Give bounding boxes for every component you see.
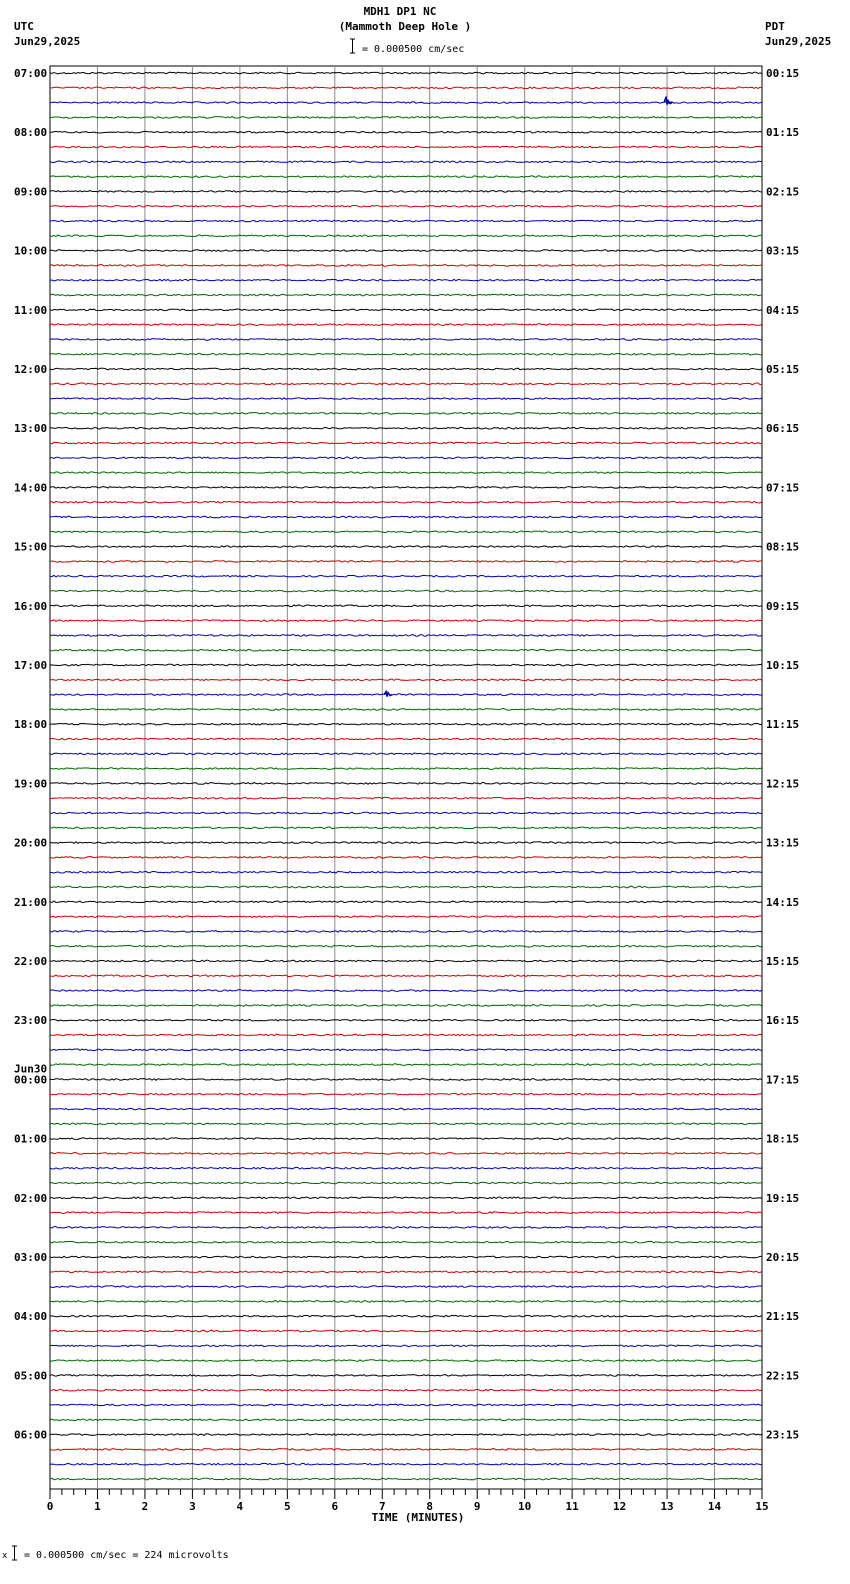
- trace-line: [50, 383, 762, 385]
- footer-mark: x: [2, 1551, 8, 1561]
- footer-calibration: = 0.000500 cm/sec = 224 microvolts: [24, 1550, 229, 1561]
- utc-hour-label: 15:00: [14, 540, 48, 554]
- trace-line: [50, 1315, 762, 1317]
- trace-line: [50, 117, 762, 119]
- trace-line: [50, 279, 762, 281]
- trace-line: [50, 1079, 762, 1081]
- utc-hour-label: 11:00: [14, 303, 48, 317]
- trace-line: [50, 931, 762, 933]
- x-tick-label: 6: [331, 1500, 339, 1513]
- trace-line: [50, 753, 762, 755]
- trace-line: [50, 945, 762, 947]
- station-title: MDH1 DP1 NC: [363, 5, 437, 18]
- trace-line: [50, 1167, 762, 1169]
- trace-line: [50, 1093, 762, 1095]
- x-tick-label: 7: [378, 1500, 386, 1513]
- trace-line: [50, 827, 762, 829]
- trace-line: [50, 102, 762, 104]
- pdt-hour-label: 22:15: [766, 1369, 800, 1383]
- trace-line: [50, 1449, 762, 1451]
- pdt-hour-label: 20:15: [766, 1251, 800, 1264]
- pdt-hour-label: 06:15: [766, 422, 800, 436]
- trace-line: [50, 975, 762, 977]
- trace-line: [50, 191, 762, 193]
- pdt-hour-label: 19:15: [766, 1191, 800, 1205]
- utc-hour-label: 19:00: [14, 777, 48, 791]
- utc-hour-label: 21:00: [14, 895, 48, 909]
- trace-line: [50, 176, 762, 178]
- utc-hour-label: 01:00: [14, 1132, 48, 1146]
- x-tick-label: 9: [473, 1500, 481, 1513]
- trace-line: [50, 205, 762, 207]
- trace-line: [50, 797, 762, 799]
- utc-hour-label: 02:00: [14, 1191, 48, 1205]
- pdt-hour-label: 23:15: [766, 1428, 800, 1442]
- utc-hour-label: 23:00: [14, 1014, 48, 1028]
- trace-line: [50, 1182, 762, 1184]
- trace-line: [50, 324, 762, 326]
- utc-hour-label: 16:00: [14, 599, 48, 613]
- trace-line: [50, 161, 762, 163]
- trace-line: [50, 235, 762, 237]
- x-tick-label: 1: [94, 1500, 101, 1513]
- trace-line: [50, 1360, 762, 1362]
- trace-line: [50, 1005, 762, 1007]
- footer-scale-bar-icon: [12, 1545, 17, 1561]
- pdt-hour-label: 12:15: [766, 777, 800, 791]
- x-tick-label: 10: [518, 1500, 532, 1513]
- trace-line: [50, 916, 762, 918]
- trace-line: [50, 457, 762, 459]
- trace-line: [50, 901, 762, 903]
- utc-hour-label: 14:00: [14, 481, 48, 495]
- event-signal: [664, 97, 672, 105]
- trace-line: [50, 472, 762, 474]
- trace-line: [50, 1212, 762, 1214]
- trace-line: [50, 294, 762, 296]
- trace-line: [50, 694, 762, 696]
- trace-line: [50, 339, 762, 341]
- trace-line: [50, 783, 762, 785]
- x-tick-label: 5: [284, 1500, 291, 1513]
- trace-line: [50, 427, 762, 429]
- trace-line: [50, 990, 762, 992]
- trace-line: [50, 1108, 762, 1110]
- trace-line: [50, 635, 762, 637]
- right-date: Jun29,2025: [765, 35, 832, 48]
- trace-line: [50, 442, 762, 444]
- utc-hour-label: 10:00: [14, 244, 48, 258]
- trace-line: [50, 1123, 762, 1125]
- trace-line: [50, 265, 762, 267]
- pdt-hour-label: 15:15: [766, 955, 800, 968]
- trace-line: [50, 353, 762, 355]
- trace-line: [50, 1404, 762, 1406]
- trace-line: [50, 871, 762, 873]
- utc-hour-label: 04:00: [14, 1310, 48, 1324]
- trace-line: [50, 561, 762, 563]
- trace-line: [50, 1019, 762, 1021]
- pdt-hour-label: 07:15: [766, 481, 800, 495]
- trace-line: [50, 1419, 762, 1421]
- trace-line: [50, 546, 762, 548]
- pdt-hour-label: 00:15: [766, 67, 800, 80]
- trace-line: [50, 146, 762, 148]
- trace-line: [50, 1463, 762, 1465]
- pdt-hour-label: 10:15: [766, 659, 800, 672]
- date-change-label: Jun30: [14, 1062, 48, 1076]
- trace-line: [50, 1197, 762, 1199]
- trace-line: [50, 857, 762, 859]
- trace-line: [50, 1049, 762, 1051]
- trace-line: [50, 72, 762, 74]
- x-tick-label: 0: [46, 1500, 54, 1513]
- trace-line: [50, 487, 762, 489]
- utc-hour-label: 08:00: [14, 126, 48, 140]
- trace-line: [50, 842, 762, 844]
- trace-line: [50, 1241, 762, 1243]
- utc-hour-label: 13:00: [14, 422, 48, 436]
- x-tick-label: 2: [141, 1500, 149, 1513]
- trace-line: [50, 960, 762, 962]
- trace-line: [50, 368, 762, 370]
- pdt-hour-label: 01:15: [766, 126, 800, 140]
- utc-hour-label: 20:00: [14, 836, 48, 850]
- pdt-hour-label: 11:15: [766, 718, 800, 732]
- pdt-hour-label: 08:15: [766, 540, 800, 554]
- left-date: Jun29,2025: [14, 35, 81, 48]
- pdt-hour-label: 21:15: [766, 1310, 800, 1324]
- pdt-hour-label: 14:15: [766, 895, 800, 909]
- trace-line: [50, 1330, 762, 1332]
- trace-line: [50, 501, 762, 503]
- pdt-hour-label: 13:15: [766, 836, 800, 850]
- trace-line: [50, 531, 762, 533]
- pdt-hour-label: 04:15: [766, 303, 800, 317]
- trace-line: [50, 605, 762, 607]
- x-tick-label: 3: [189, 1500, 196, 1513]
- pdt-hour-label: 09:15: [766, 599, 800, 613]
- utc-hour-label: 17:00: [14, 659, 48, 672]
- pdt-hour-label: 02:15: [766, 185, 800, 199]
- trace-line: [50, 664, 762, 666]
- x-tick-label: 15: [755, 1500, 769, 1513]
- utc-hour-label: 07:00: [14, 67, 48, 80]
- utc-hour-label: 05:00: [14, 1369, 48, 1383]
- trace-line: [50, 709, 762, 711]
- trace-line: [50, 250, 762, 252]
- x-tick-label: 14: [707, 1500, 722, 1513]
- trace-line: [50, 1434, 762, 1436]
- trace-line: [50, 723, 762, 725]
- trace-line: [50, 812, 762, 814]
- trace-line: [50, 575, 762, 577]
- trace-line: [50, 220, 762, 222]
- trace-line: [50, 1389, 762, 1391]
- trace-line: [50, 620, 762, 622]
- right-timezone: PDT: [765, 20, 785, 33]
- utc-hour-label: 09:00: [14, 185, 48, 199]
- trace-line: [50, 1153, 762, 1155]
- event-signal: [384, 692, 392, 697]
- utc-hour-label: 06:00: [14, 1428, 48, 1442]
- pdt-hour-label: 03:15: [766, 244, 800, 258]
- trace-line: [50, 516, 762, 518]
- utc-hour-label: 22:00: [14, 955, 48, 968]
- utc-hour-label: 12:00: [14, 363, 48, 376]
- utc-hour-label: 18:00: [14, 718, 48, 732]
- trace-line: [50, 1375, 762, 1377]
- trace-line: [50, 1034, 762, 1036]
- trace-line: [50, 1345, 762, 1347]
- x-axis-label: TIME (MINUTES): [371, 1511, 465, 1524]
- x-tick-label: 8: [426, 1500, 434, 1513]
- trace-line: [50, 131, 762, 133]
- trace-line: [50, 1227, 762, 1229]
- trace-line: [50, 1286, 762, 1288]
- pdt-hour-label: 05:15: [766, 363, 800, 376]
- trace-line: [50, 1256, 762, 1258]
- trace-line: [50, 768, 762, 770]
- left-timezone: UTC: [14, 20, 34, 33]
- trace-line: [50, 679, 762, 681]
- location-title: (Mammoth Deep Hole ): [338, 20, 472, 33]
- utc-hour-label: 03:00: [14, 1251, 48, 1264]
- trace-line: [50, 1478, 762, 1480]
- trace-line: [50, 398, 762, 400]
- trace-line: [50, 649, 762, 651]
- trace-line: [50, 738, 762, 740]
- x-tick-label: 11: [565, 1500, 579, 1513]
- x-tick-label: 13: [660, 1500, 674, 1513]
- scale-text: = 0.000500 cm/sec: [362, 44, 465, 55]
- trace-line: [50, 590, 762, 592]
- trace-line: [50, 87, 762, 89]
- utc-hour-label: 00:00: [14, 1073, 48, 1087]
- trace-line: [50, 1064, 762, 1066]
- pdt-hour-label: 16:15: [766, 1014, 800, 1028]
- trace-line: [50, 1301, 762, 1303]
- trace-line: [50, 1271, 762, 1273]
- trace-line: [50, 886, 762, 888]
- x-tick-label: 12: [612, 1500, 627, 1513]
- trace-line: [50, 413, 762, 415]
- trace-line: [50, 309, 762, 311]
- x-tick-label: 4: [236, 1500, 244, 1513]
- trace-line: [50, 1138, 762, 1140]
- pdt-hour-label: 18:15: [766, 1132, 800, 1146]
- pdt-hour-label: 17:15: [766, 1073, 800, 1087]
